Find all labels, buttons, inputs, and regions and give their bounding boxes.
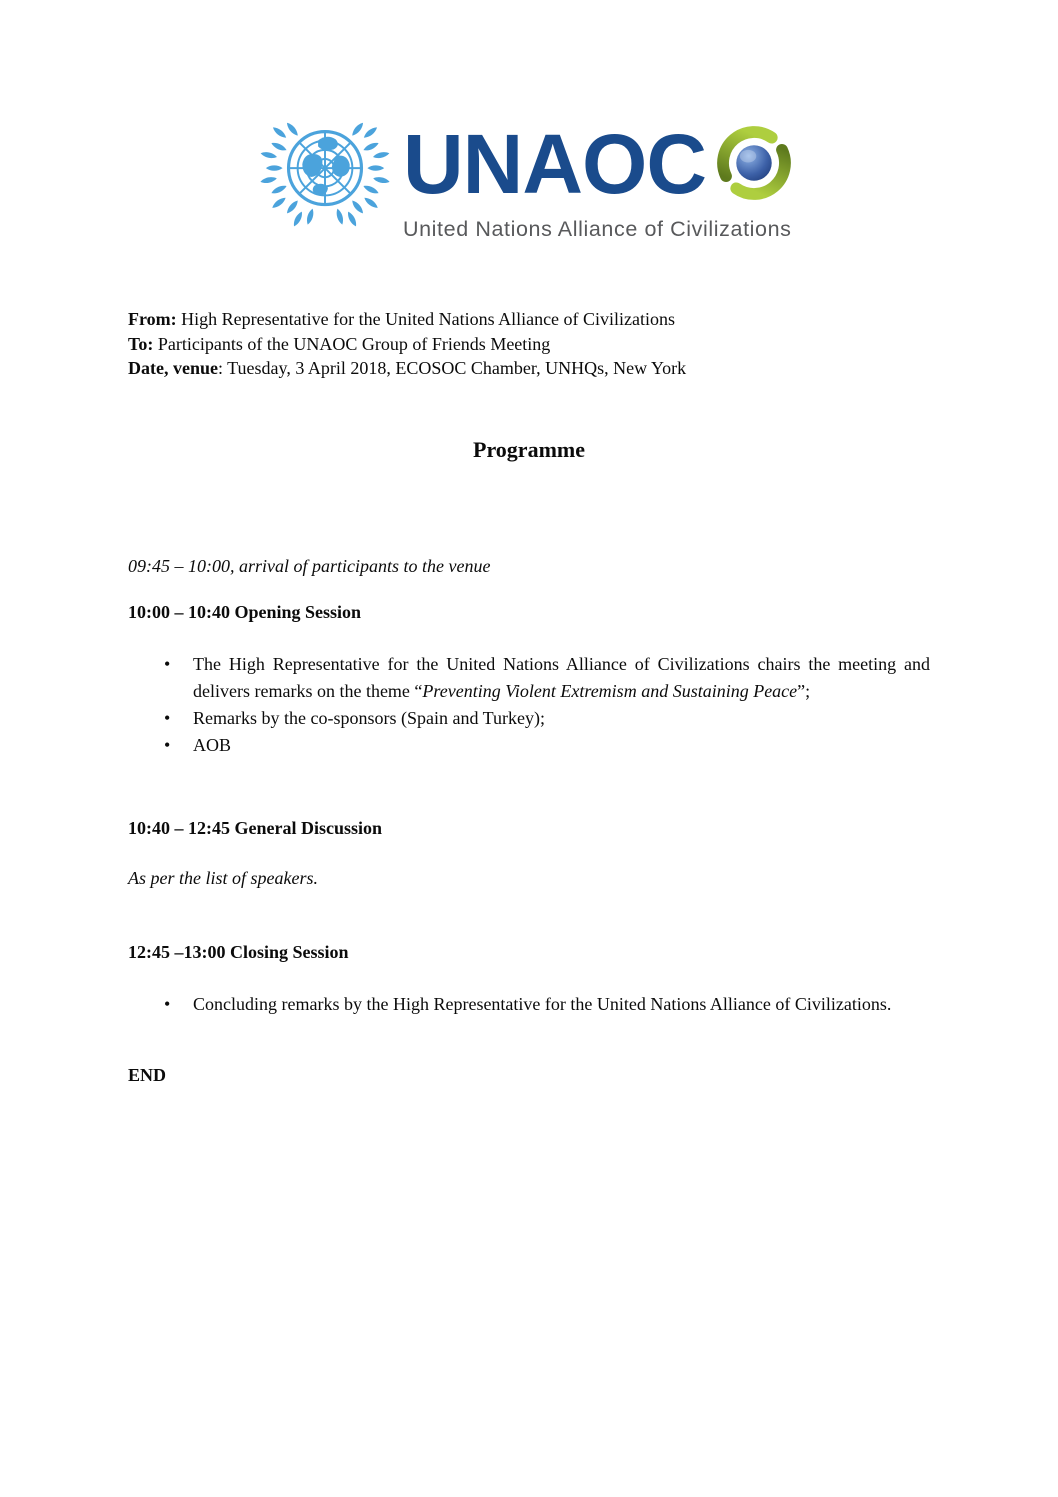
date-venue-separator: : bbox=[217, 358, 228, 378]
date-venue-value: Tuesday, 3 April 2018, ECOSOC Chamber, UNHQs, New York bbox=[227, 358, 687, 378]
opening-session-bullets bbox=[128, 651, 930, 759]
bullet-text-end: ”; bbox=[797, 680, 811, 701]
date-venue-label: Date, venue bbox=[128, 358, 218, 378]
from-line bbox=[128, 307, 930, 332]
un-emblem-icon bbox=[251, 105, 399, 243]
date-venue-line bbox=[128, 356, 930, 381]
list-item: • Remarks by the co-sponsors (Spain and Turkey); bbox=[193, 705, 930, 732]
from-label: From: bbox=[128, 309, 177, 329]
memo-header bbox=[128, 307, 930, 381]
bullet-theme-italic: Preventing Violent Extremism and Sustaining Peace bbox=[422, 680, 798, 701]
opening-session-heading: 10:00 – 10:40 Opening Session bbox=[128, 601, 362, 622]
closing-session-heading: 12:45 –13:00 Closing Session bbox=[128, 941, 349, 962]
general-discussion-heading: 10:40 – 12:45 General Discussion bbox=[128, 817, 382, 838]
end-marker: END bbox=[128, 1064, 167, 1085]
unaoc-wordmark: UNAOC bbox=[403, 117, 706, 212]
arrival-note: 09:45 – 10:00, arrival of participants to the venue bbox=[128, 555, 491, 576]
to-value: Participants of the UNAOC Group of Friends Meeting bbox=[157, 333, 551, 354]
list-item: • Concluding remarks by the High Representative for the United Nations Alliance of Civilizations. bbox=[193, 991, 930, 1018]
speakers-note: As per the list of speakers. bbox=[128, 867, 318, 888]
unaoc-logo-header bbox=[251, 105, 1058, 243]
list-item: • AOB bbox=[193, 732, 930, 759]
to-line bbox=[128, 332, 930, 357]
unaoc-swirl-icon bbox=[704, 113, 804, 213]
bullet-text: The High Representative for the United Nations Alliance of Civilizations chairs the meeting and delivers remarks on the theme “ bbox=[193, 653, 930, 701]
unaoc-wordmark-block bbox=[403, 117, 804, 242]
unaoc-tagline: United Nations Alliance of Civilizations bbox=[403, 217, 792, 241]
to-label: To: bbox=[128, 333, 154, 354]
from-value: High Representative for the United Nations Alliance of Civilizations bbox=[181, 309, 676, 329]
page-title: Programme bbox=[473, 436, 585, 462]
closing-session-bullets bbox=[128, 991, 930, 1018]
list-item bbox=[193, 651, 930, 705]
document-body bbox=[128, 307, 930, 1089]
